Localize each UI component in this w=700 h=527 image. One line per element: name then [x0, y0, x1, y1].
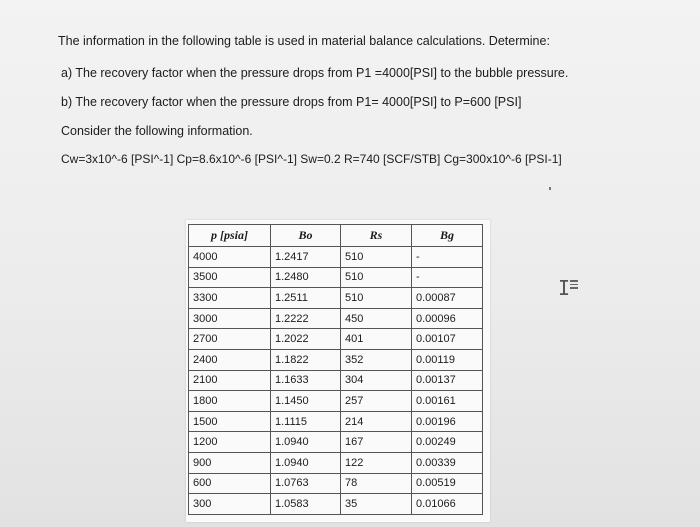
cell-bo: 1.0940 — [271, 452, 341, 473]
cell-pressure: 3300 — [189, 288, 271, 309]
cell-pressure: 3500 — [189, 267, 271, 288]
cell-bg: 0.00249 — [412, 432, 483, 453]
table-row — [189, 349, 483, 370]
cell-rs: 510 — [341, 247, 412, 268]
table-row — [189, 370, 483, 391]
text-cursor-icon: I — [558, 276, 571, 300]
cell-bg: - — [412, 267, 483, 288]
cell-pressure: 2100 — [189, 370, 271, 391]
header-rs: Rs — [341, 225, 412, 247]
intro-text: The information in the following table is used in material balance calculations. Determine: — [58, 34, 550, 48]
cell-bg: 0.00096 — [412, 308, 483, 329]
cell-bg: 0.00196 — [412, 411, 483, 432]
cell-bo: 1.2511 — [271, 288, 341, 309]
cell-rs: 35 — [341, 494, 412, 515]
cell-bo: 1.2022 — [271, 329, 341, 350]
header-bo: Bo — [271, 225, 341, 247]
cell-pressure: 4000 — [189, 247, 271, 268]
cell-pressure: 2700 — [189, 329, 271, 350]
cell-pressure: 300 — [189, 494, 271, 515]
cell-bg: 0.00107 — [412, 329, 483, 350]
cell-bo: 1.2222 — [271, 308, 341, 329]
table-row — [189, 288, 483, 309]
cell-bg: 0.00519 — [412, 473, 483, 494]
table-row — [189, 308, 483, 329]
cell-pressure: 1500 — [189, 411, 271, 432]
cell-rs: 122 — [341, 452, 412, 473]
cell-rs: 78 — [341, 473, 412, 494]
header-pressure: p [psia] — [189, 225, 271, 247]
table-row — [189, 411, 483, 432]
cell-pressure: 1200 — [189, 432, 271, 453]
table-row — [189, 473, 483, 494]
cell-bo: 1.0940 — [271, 432, 341, 453]
cell-rs: 510 — [341, 267, 412, 288]
cell-rs: 214 — [341, 411, 412, 432]
table-row — [189, 452, 483, 473]
cell-pressure: 900 — [189, 452, 271, 473]
table-row — [189, 432, 483, 453]
consider-text: Consider the following information. — [61, 124, 253, 138]
cell-rs: 450 — [341, 308, 412, 329]
cell-pressure: 2400 — [189, 349, 271, 370]
part-a-text: a) The recovery factor when the pressure drops from P1 =4000[PSI] to the bubble pressure. — [61, 66, 569, 80]
cell-pressure: 3000 — [189, 308, 271, 329]
table-header-row — [189, 225, 483, 247]
table-row — [189, 391, 483, 412]
table-row — [189, 329, 483, 350]
cell-rs: 304 — [341, 370, 412, 391]
pvt-table — [188, 224, 483, 515]
cell-rs: 401 — [341, 329, 412, 350]
cell-bo: 1.0763 — [271, 473, 341, 494]
cell-bo: 1.1115 — [271, 411, 341, 432]
cell-bg: 0.00119 — [412, 349, 483, 370]
constants-text: Cw=3x10^-6 [PSI^-1] Cp=8.6x10^-6 [PSI^-1] Sw=0.2 R=740 [SCF/STB] Cg=300x10^-6 [PSI-1] — [61, 152, 562, 166]
cell-bo: 1.1633 — [271, 370, 341, 391]
cell-rs: 352 — [341, 349, 412, 370]
part-b-text: b) The recovery factor when the pressure drops from P1= 4000[PSI] to P=600 [PSI] — [61, 95, 522, 109]
cell-bo: 1.2480 — [271, 267, 341, 288]
cell-rs: 167 — [341, 432, 412, 453]
cell-bo: 1.2417 — [271, 247, 341, 268]
cell-bg: - — [412, 247, 483, 268]
cell-bg: 0.00087 — [412, 288, 483, 309]
cell-pressure: 1800 — [189, 391, 271, 412]
cell-bg: 0.00161 — [412, 391, 483, 412]
cell-bg: 0.00339 — [412, 452, 483, 473]
table-row — [189, 494, 483, 515]
cursor-lines-icon — [570, 280, 578, 291]
table-row — [189, 247, 483, 268]
table-row — [189, 267, 483, 288]
header-bg: Bg — [412, 225, 483, 247]
cell-bg: 0.01066 — [412, 494, 483, 515]
cell-bo: 1.0583 — [271, 494, 341, 515]
cell-rs: 257 — [341, 391, 412, 412]
marker-dot — [549, 187, 551, 190]
cell-rs: 510 — [341, 288, 412, 309]
cell-pressure: 600 — [189, 473, 271, 494]
cell-bo: 1.1822 — [271, 349, 341, 370]
cell-bo: 1.1450 — [271, 391, 341, 412]
cell-bg: 0.00137 — [412, 370, 483, 391]
